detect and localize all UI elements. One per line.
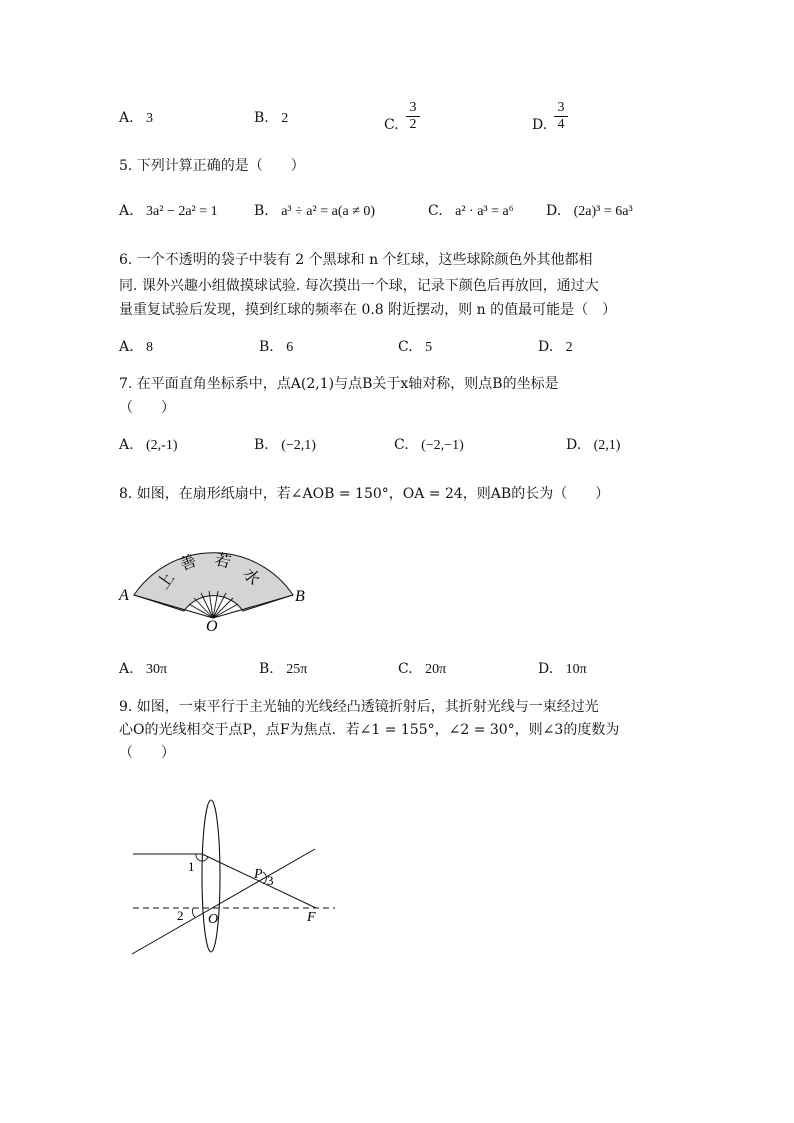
q5-option-d[interactable]: D. (2a)³ = 6a³ — [546, 203, 633, 219]
q6-line-1: 6. 一个不透明的袋子中装有 2 个黑球和 n 个红球，这些球除颜色外其他都相 — [119, 252, 593, 268]
q5-option-c[interactable]: C. a² · a³ = a⁶ — [428, 203, 514, 219]
q7-option-b[interactable]: B. (−2,1) — [254, 437, 316, 453]
q6-option-b[interactable]: B. 6 — [259, 339, 294, 355]
fan-char-1: 上 — [154, 569, 178, 593]
q8-option-c[interactable]: C. 20π — [398, 661, 447, 677]
q6-option-a[interactable]: A. 8 — [119, 339, 154, 355]
angle-2-arc — [192, 908, 195, 917]
q9-line-3: （ ） — [119, 745, 175, 761]
label-angle-2: 2 — [177, 908, 184, 923]
q7-line-2: （ ） — [119, 400, 175, 416]
q7-option-d[interactable]: D. (2,1) — [566, 437, 621, 453]
q5-stem: 5. 下列计算正确的是（ ） — [119, 158, 305, 174]
q8-option-d[interactable]: D. 10π — [538, 661, 587, 677]
label-angle-3: 3 — [267, 873, 274, 888]
q4-option-a[interactable]: A. 3 — [119, 110, 154, 126]
q7-option-c[interactable]: C. (−2,−1) — [394, 437, 464, 453]
q4-option-c[interactable]: C. — [384, 117, 399, 133]
label-p: P — [254, 867, 263, 882]
label-o: O — [206, 618, 218, 635]
q7-option-a[interactable]: A. (2,-1) — [119, 437, 178, 453]
q6-option-d[interactable]: D. 2 — [538, 339, 573, 355]
q6-line-3: 量重复试验后发现，摸到红球的频率在 0.8 附近摆动，则 n 的值最可能是（ ） — [119, 302, 617, 318]
fan-char-4: 水 — [239, 565, 263, 589]
q6-line-2: 同. 课外兴趣小组做摸球试验. 每次摸出一个球，记录下颜色后再放回，通过大 — [119, 278, 599, 294]
label-f: F — [307, 910, 316, 925]
fan-char-3: 若 — [212, 551, 233, 572]
q5-option-b[interactable]: B. a³ ÷ a² = a(a ≠ 0) — [254, 203, 376, 219]
q7-line-1: 7. 在平面直角坐标系中，点A(2,1)与点B关于x轴对称，则点B的坐标是 — [119, 376, 559, 392]
q8-stem: 8. 如图，在扇形纸扇中，若∠AOB = 150°，OA = 24，则AB的长为（ ） — [119, 486, 610, 502]
q8-option-b[interactable]: B. 25π — [259, 661, 308, 677]
center-ray — [132, 849, 315, 954]
lens-figure — [120, 790, 350, 970]
label-a: A — [119, 587, 129, 604]
convex-lens — [202, 800, 220, 952]
q9-line-1: 9. 如图，一束平行于主光轴的光线经凸透镜折射后，其折射光线与一束经过光 — [119, 699, 599, 715]
fan-figure — [110, 518, 320, 636]
q4-option-b[interactable]: B. 2 — [254, 110, 289, 126]
label-o: O — [208, 912, 219, 927]
q4-option-c-fraction: 3 2 — [406, 101, 420, 132]
label-angle-1: 1 — [188, 859, 195, 874]
label-b: B — [295, 588, 305, 605]
q9-line-2: 心O的光线相交于点P，点F为焦点．若∠1 = 155°，∠2 = 30°，则∠3的度数为 — [119, 722, 620, 738]
q6-option-c[interactable]: C. 5 — [398, 339, 433, 355]
q5-option-a[interactable]: A. 3a² − 2a² = 1 — [119, 203, 218, 219]
q4-option-d[interactable]: D. — [532, 117, 548, 133]
q8-option-a[interactable]: A. 30π — [119, 661, 168, 677]
fan-char-2: 善 — [178, 552, 199, 575]
q4-option-d-fraction: 3 4 — [554, 101, 568, 132]
